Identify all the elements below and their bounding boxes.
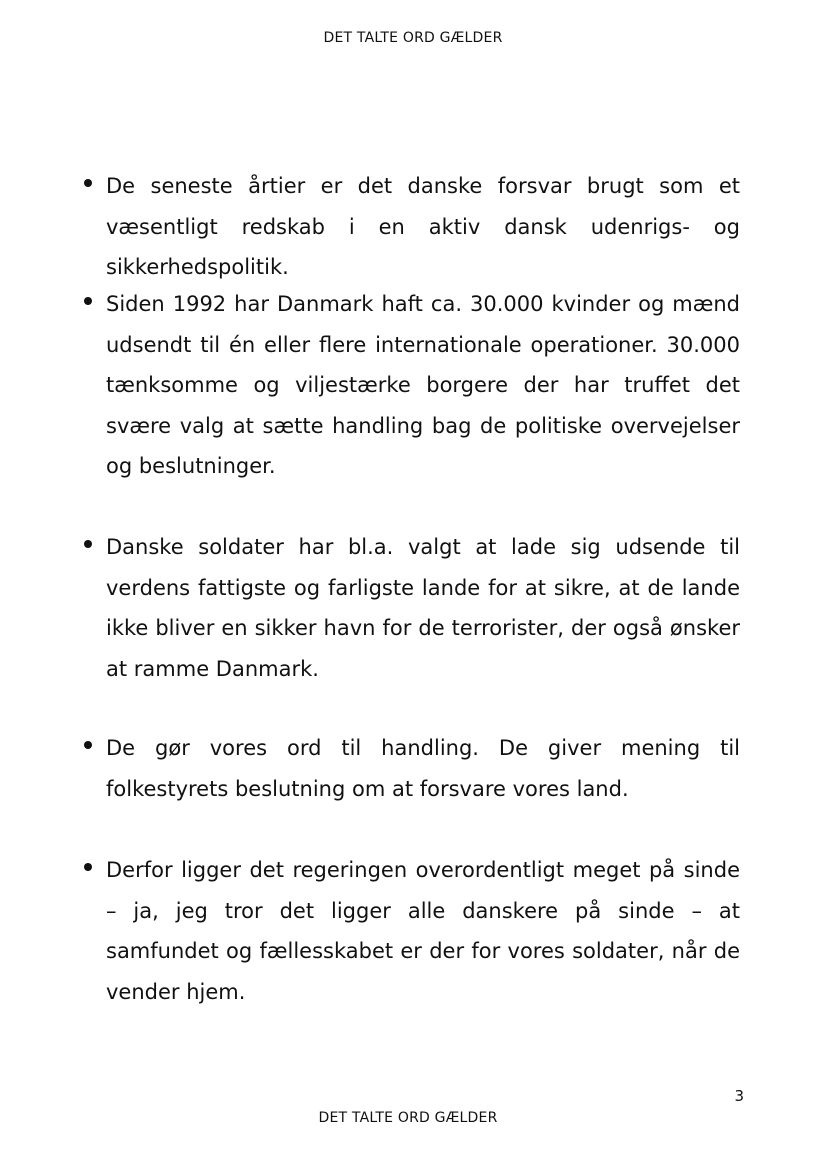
bullet-text: De gør vores ord til handling. De giver mening til folkestyrets beslutning om at forsvare vores land. xyxy=(106,736,740,801)
bullet-marker xyxy=(84,741,92,749)
bullet-text: Derfor ligger det regeringen overordentligt meget på sinde – ja, jeg tror det ligger alle danskere på sinde – at samfundet og fællesskabet er der for vores soldater, når de vender hjem. xyxy=(106,858,740,1004)
bullet-marker xyxy=(84,540,92,548)
page-number: 3 xyxy=(734,1087,744,1105)
bullet-marker xyxy=(84,179,92,187)
page-footer: DET TALTE ORD GÆLDER xyxy=(318,1110,498,1126)
bullet-marker xyxy=(84,297,92,305)
bullet-text: Danske soldater har bl.a. valgt at lade sig udsende til verdens fattigste og farligste lande for at sikre, at de lande ikke bliver en sikker havn for de terrorister, der også ønsker at ramme Danmark. xyxy=(106,535,740,681)
bullet-marker xyxy=(84,863,92,871)
bullet-text: Siden 1992 har Danmark haft ca. 30.000 kvinder og mænd udsendt til én eller flere internationale operationer. 30.000 tænksomme og viljestærke borgere der har truffet det svære valg at sætte handling bag de politiske overvejelser og beslutninger. xyxy=(106,292,740,478)
page-header: DET TALTE ORD GÆLDER xyxy=(323,30,503,46)
bullet-text: De seneste årtier er det danske forsvar brugt som et væsentligt redskab i en aktiv dansk udenrigs- og sikkerhedspolitik. xyxy=(106,174,740,279)
